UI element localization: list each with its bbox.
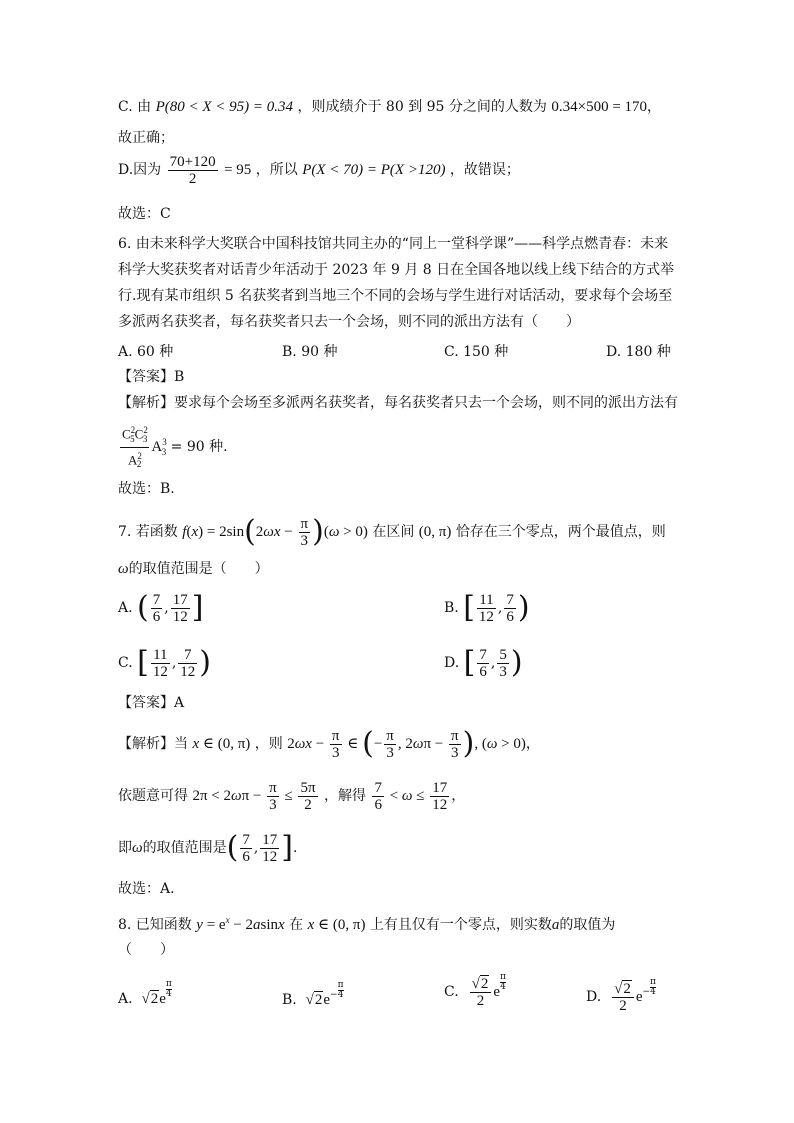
q6-option-a: A. 60 种 [118,344,174,360]
q6-stem-line3: 行.现有某市组织 5 名获奖者到当地三个不同的会场与学生进行对话活动，要求每个会场至 [118,288,673,304]
q7-explanation-line3: 即ω的取值范围是( $\frac{7}{6}$ , $\frac{17}{12}$ ]. [118,830,298,865]
symmetry-expression: P(X < 70) = P(X >120) [302,162,446,178]
q5-final-answer: 故选：C [118,206,171,222]
q7-expl-prefix: 【解析】当 [118,736,188,752]
option-c-text: ，则成绩介于 80 到 95 分之间的人数为 [297,99,547,115]
option-c-explanation [118,98,661,116]
count-calculation: 0.34×500 = 170 [551,99,648,115]
q8-stem-line2: （ ） [118,942,174,958]
q6-stem-line1: 6. 由未来科学大奖联合中国科技馆共同主办的“同上一堂科学课”——科学点燃青春：未来 [118,236,669,252]
q6-final-answer: 故选：B. [118,481,175,497]
q8-stem-prefix: 8. 已知函数 [118,917,192,933]
option-d-text: ，所以 [255,162,298,178]
fraction-numerator: 70+120 [169,153,216,170]
q7-stem-line2-text: 的取值范围是（ ） [128,561,269,577]
q8-stem-mid: 在 [289,917,304,933]
q8-stem-suffix: 的取值为 [559,917,616,933]
q6-answer: 【答案】B [118,369,185,385]
q7-option-a: A. ( $\frac{7}{6}$ , $\frac{17}{12}$ ] [118,590,204,625]
q7-expl-mid: ，则 [254,736,283,752]
q7-stem-suffix: 恰存在三个零点，两个最值点，则 [455,524,666,540]
probability-expression: P(80 < X < 95) = 0.34 [155,99,294,115]
q7-option-c: C. [ $\frac{11}{12}$ , $\frac{7}{12}$ ) [118,645,212,680]
q7-answer: 【答案】A [118,695,185,711]
combination-fraction: $\frac{C^2_5C^2_3}{A^2_2}$ [120,422,149,473]
q7-stem-line2: ω的取值范围是（ ） [118,561,269,577]
q7-stem-line1: 7. 若函数 f(x) = 2sin(2ωx − $\frac{\pi}{3}$ )(ω > 0) 在区间 (0, π) 恰存在三个零点，两个最值点，则 [118,514,666,549]
q6-explanation: 【解析】要求每个会场至多派两名获奖者，每名获奖者只去一个会场，则不同的派出方法有 [118,395,678,411]
q7-option-b: B. [ $\frac{11}{12}$ , $\frac{7}{6}$ ) [444,590,530,625]
q8-option-b: B. √2e− $\frac{\pi}{4}$ [282,980,344,1008]
q6-option-c: C. 150 种 [444,344,509,360]
q7-stem-mid: 在区间 [372,524,415,540]
q6-formula: $\frac{C^2_5C^2_3}{A^2_2}$ $A^3_3 = 90$ 种. [118,420,228,474]
q7-expl-line3-prefix: 即 [118,840,132,856]
q7-explanation-line1: 【解析】当 x ∈ (0, π) ，则 2ωx − $\frac{\pi}{3}$ ∈ (− $\frac{\pi}{3}$ , 2ωπ − $\frac{\pi}{3}$ ), (ω > 0)， [118,726,540,761]
option-d-verdict: ，故错误； [449,162,520,178]
q6-formula-result: = 90 种. [170,439,228,455]
q8-option-d: D. $\frac{√2}{2}$ e− $\frac{\pi}{4}$ [586,977,656,1014]
punct: ， [451,788,466,804]
q7-stem-prefix: 7. 若函数 [118,524,178,540]
punct: ， [647,99,662,115]
option-d-label: D.因为 [118,162,162,178]
q7-expl-line3-mid: 的取值范围是 [142,840,227,856]
q8-option-a: A. √2e $\frac{\pi}{4}$ [118,979,172,1007]
fraction-denominator: 2 [188,170,197,187]
q7-final-answer: 故选：A. [118,881,175,897]
q7-expl-line2-prefix: 依题意可得 [118,788,188,804]
q8-stem-mid2: 上有且仅有一个零点，则实数 [369,917,552,933]
q6-stem-line4: 多派两名获奖者，每名获奖者只去一个会场，则不同的派出方法有（ ） [118,314,580,330]
q7-option-d: D. [ $\frac{7}{6}$ , $\frac{5}{3}$ ) [444,645,523,680]
q6-stem-line2: 科学大奖获奖者对话青少年活动于 2023 年 9 月 8 日在全国各地以线上线下结合的方式举 [118,262,675,278]
q8-option-c: C. $\frac{√2}{2}$ e $\frac{\pi}{4}$ [444,972,506,1009]
q8-stem-line1: 8. 已知函数 $y = e^x - 2asinx$ 在 x ∈ (0, π) 上有且仅有一个零点，则实数a的取值为 [118,915,616,933]
q7-explanation-line2: 依题意可得 2π < 2ωπ − $\frac{\pi}{3}$ ≤ $\frac{5\pi}{2}$ ，解得 $\frac{7}{6}$ < ω ≤ $\frac{17}{12}$ ， [118,779,466,813]
option-c-label: C. 由 [118,99,152,115]
mean-result: = 95 [224,162,252,178]
q6-option-b: B. 90 种 [282,344,338,360]
option-c-verdict: 故正确； [118,130,174,146]
mean-fraction [168,154,218,187]
q6-option-d: D. 180 种 [606,344,671,360]
option-d-explanation [118,152,520,188]
q7-expl-line2-mid: ，解得 [323,788,366,804]
